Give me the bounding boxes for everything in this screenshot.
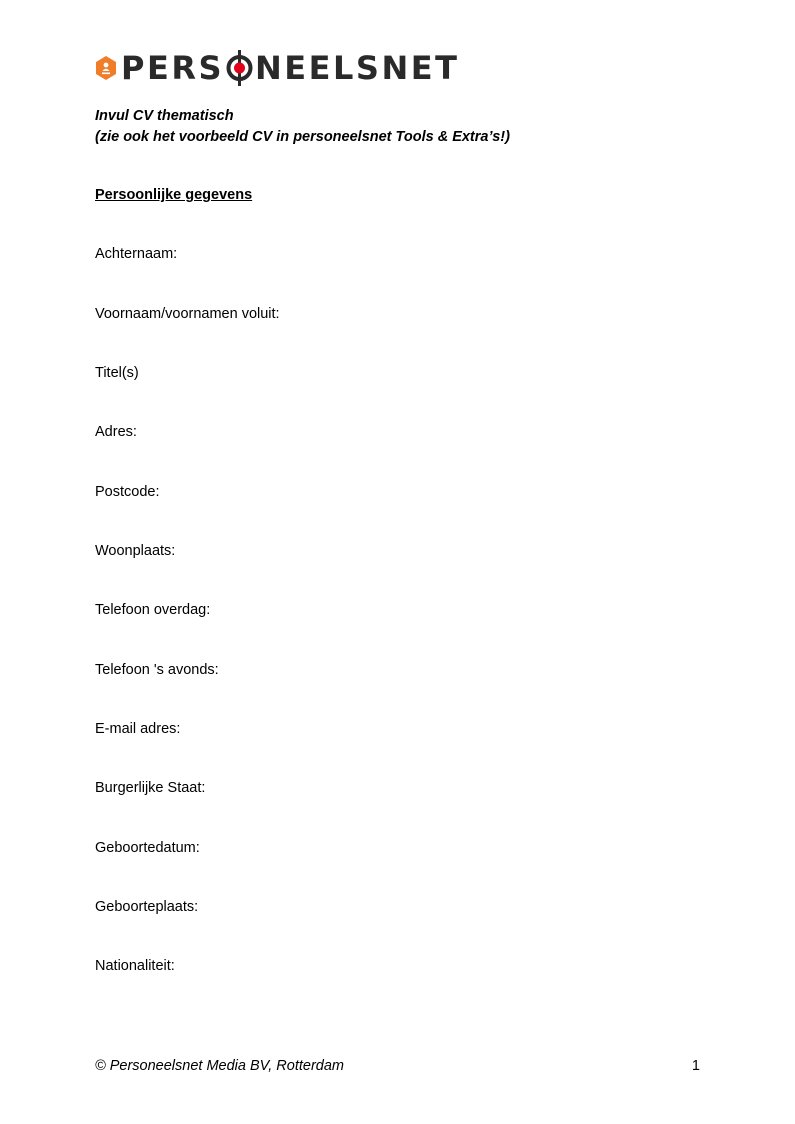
personeelsnet-logo — [95, 50, 459, 86]
logo-target-icon — [226, 50, 253, 86]
field-nationaliteit: Nationaliteit: — [95, 958, 175, 974]
field-burgerlijke-staat: Burgerlijke Staat: — [95, 780, 206, 796]
logo-badge-icon — [95, 55, 117, 81]
field-geboortedatum: Geboortedatum: — [95, 840, 200, 856]
footer-page-number: 1 — [691, 1058, 700, 1074]
field-email: E-mail adres: — [95, 721, 181, 737]
field-titels: Titel(s) — [95, 365, 139, 381]
field-voornaam: Voornaam/voornamen voluit: — [95, 306, 280, 322]
logo-text-before: PERS — [121, 49, 224, 87]
intro-line-2: (zie ook het voorbeeld CV in personeelsnet Tools & Extra’s!) — [95, 129, 510, 145]
section-title: Persoonlijke gegevens — [95, 187, 253, 203]
intro-block — [95, 106, 510, 148]
logo-wordmark — [121, 50, 459, 86]
field-telefoon-overdag: Telefoon overdag: — [95, 602, 211, 618]
field-adres: Adres: — [95, 424, 137, 440]
field-geboorteplaats: Geboorteplaats: — [95, 899, 199, 915]
field-woonplaats: Woonplaats: — [95, 543, 176, 559]
field-telefoon-avonds: Telefoon 's avonds: — [95, 662, 219, 678]
logo-text-after: NEELSNET — [255, 49, 460, 87]
field-achternaam: Achternaam: — [95, 246, 178, 262]
intro-line-1: Invul CV thematisch — [95, 108, 234, 124]
footer-copyright: © Personeelsnet Media BV, Rotterdam — [95, 1058, 344, 1074]
field-postcode: Postcode: — [95, 484, 160, 500]
